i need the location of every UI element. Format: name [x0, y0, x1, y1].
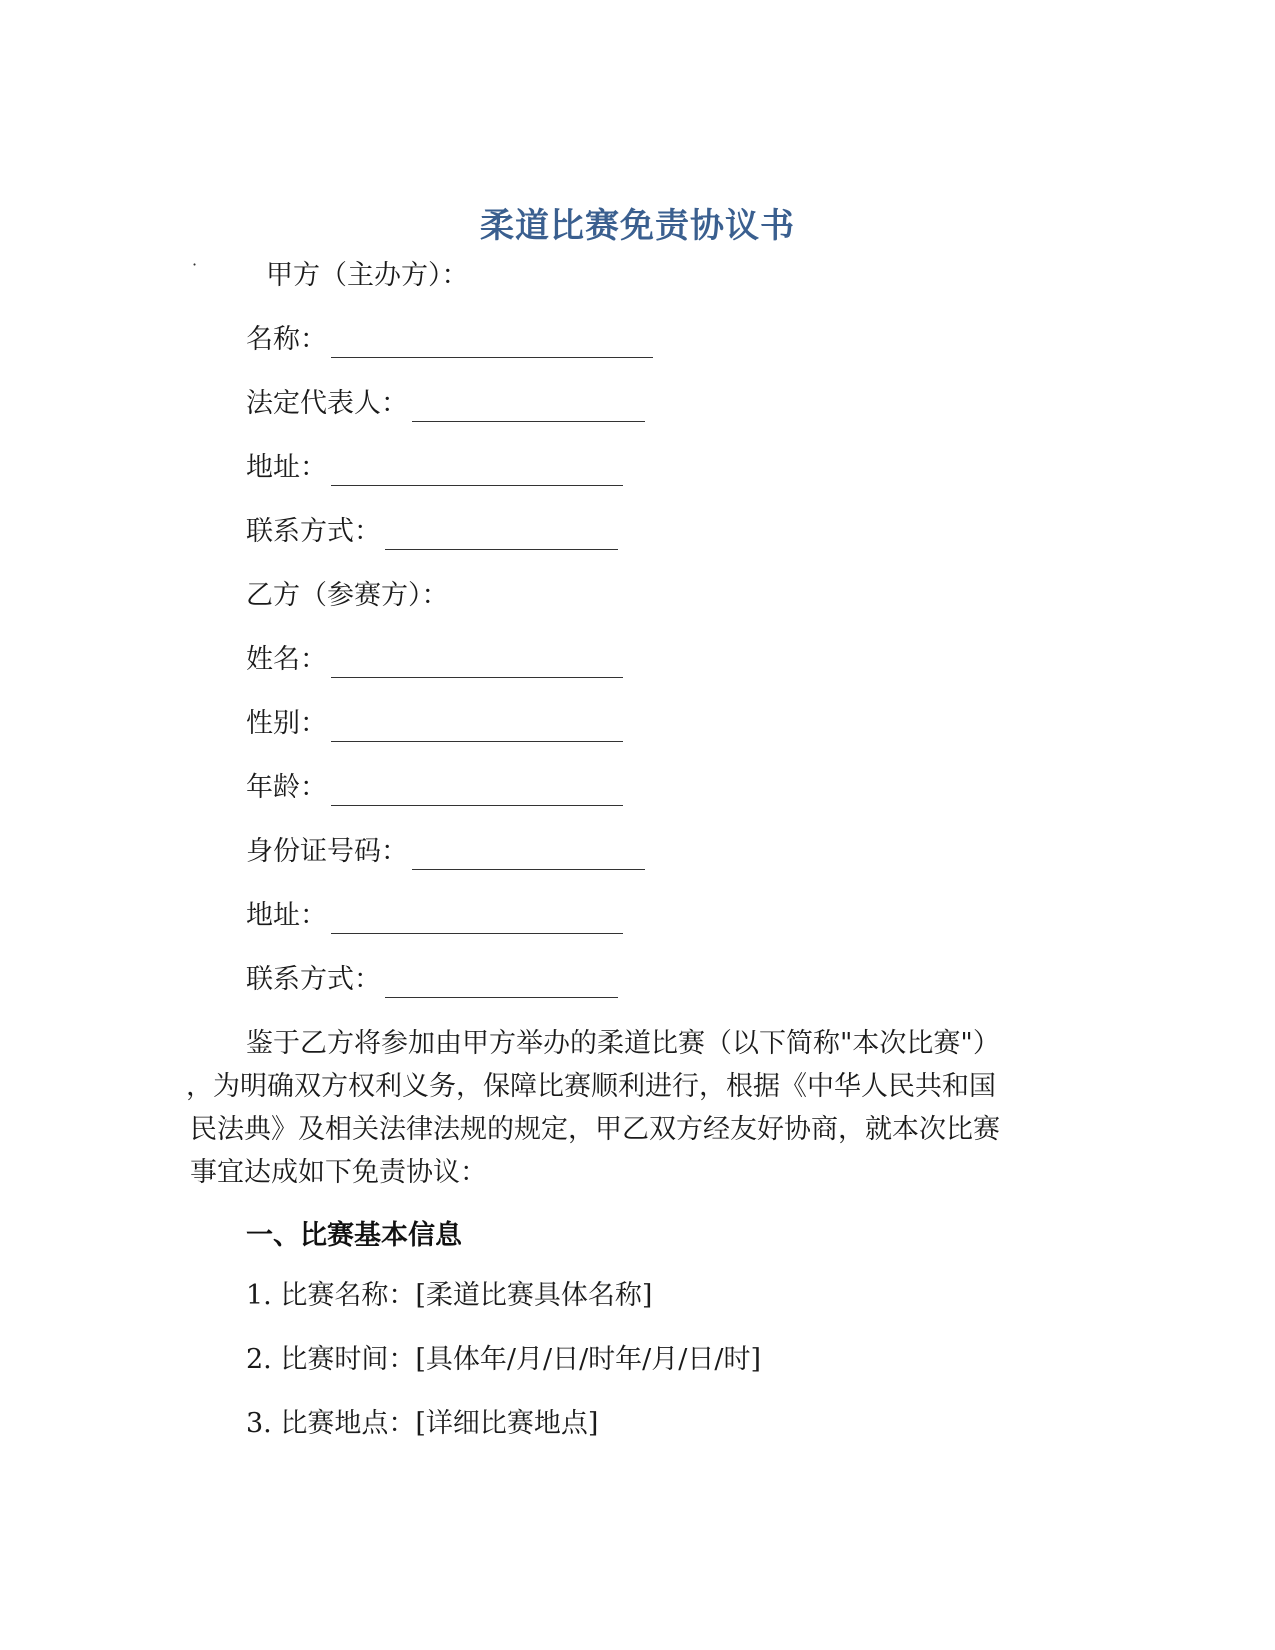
party-b-contact-field — [246, 962, 618, 998]
field-label: 性别： — [246, 708, 327, 739]
field-label: 年龄： — [246, 772, 327, 803]
contact-blank[interactable] — [385, 971, 618, 998]
field-label: 地址： — [246, 452, 327, 483]
party-a-contact-field — [246, 514, 618, 550]
gender-blank[interactable] — [331, 715, 623, 742]
party-b-gender-field — [246, 706, 623, 742]
party-b-address-field — [246, 898, 623, 934]
party-a-address-field — [246, 450, 623, 486]
section-1-item-2: 2. 比赛时间：[具体年/月/日/时年/月/日/时] — [246, 1344, 761, 1375]
name-blank[interactable] — [331, 651, 623, 678]
preamble-line-2: ，为明确双方权利义务，保障比赛顺利进行，根据《中华人民共和国 — [186, 1071, 996, 1102]
address-blank[interactable] — [331, 907, 623, 934]
party-b-age-field — [246, 770, 623, 806]
field-label: 地址： — [246, 900, 327, 931]
legal-rep-blank[interactable] — [412, 395, 645, 422]
party-b-id-number-field — [246, 834, 645, 870]
address-blank[interactable] — [331, 459, 623, 486]
party-a-header: 甲方（主办方）： — [266, 260, 469, 291]
preamble-line-4: 事宜达成如下免责协议： — [190, 1157, 487, 1188]
party-a-name-field — [246, 322, 653, 358]
section-1-item-3: 3. 比赛地点：[详细比赛地点] — [246, 1408, 599, 1439]
field-label: 身份证号码： — [246, 836, 408, 867]
field-label: 姓名： — [246, 644, 327, 675]
contact-blank[interactable] — [385, 523, 618, 550]
field-label: 联系方式： — [246, 516, 381, 547]
party-a-legal-rep-field — [246, 386, 645, 422]
field-label: 名称： — [246, 324, 327, 355]
bullet-dot: · — [192, 255, 198, 274]
document-title: 柔道比赛免责协议书 — [480, 206, 795, 246]
party-b-name-field — [246, 642, 623, 678]
field-label: 法定代表人： — [246, 388, 408, 419]
section-1-item-1: 1. 比赛名称：[柔道比赛具体名称] — [246, 1280, 653, 1311]
name-blank[interactable] — [331, 331, 653, 358]
party-b-header: 乙方（参赛方）： — [246, 580, 449, 611]
section-1-heading: 一、比赛基本信息 — [246, 1220, 462, 1251]
id-number-blank[interactable] — [412, 843, 645, 870]
preamble-line-1: 鉴于乙方将参加由甲方举办的柔道比赛（以下简称"本次比赛"） — [246, 1028, 1000, 1059]
preamble-line-3: 民法典》及相关法律法规的规定，甲乙双方经友好协商，就本次比赛 — [190, 1114, 1000, 1145]
field-label: 联系方式： — [246, 964, 381, 995]
age-blank[interactable] — [331, 779, 623, 806]
